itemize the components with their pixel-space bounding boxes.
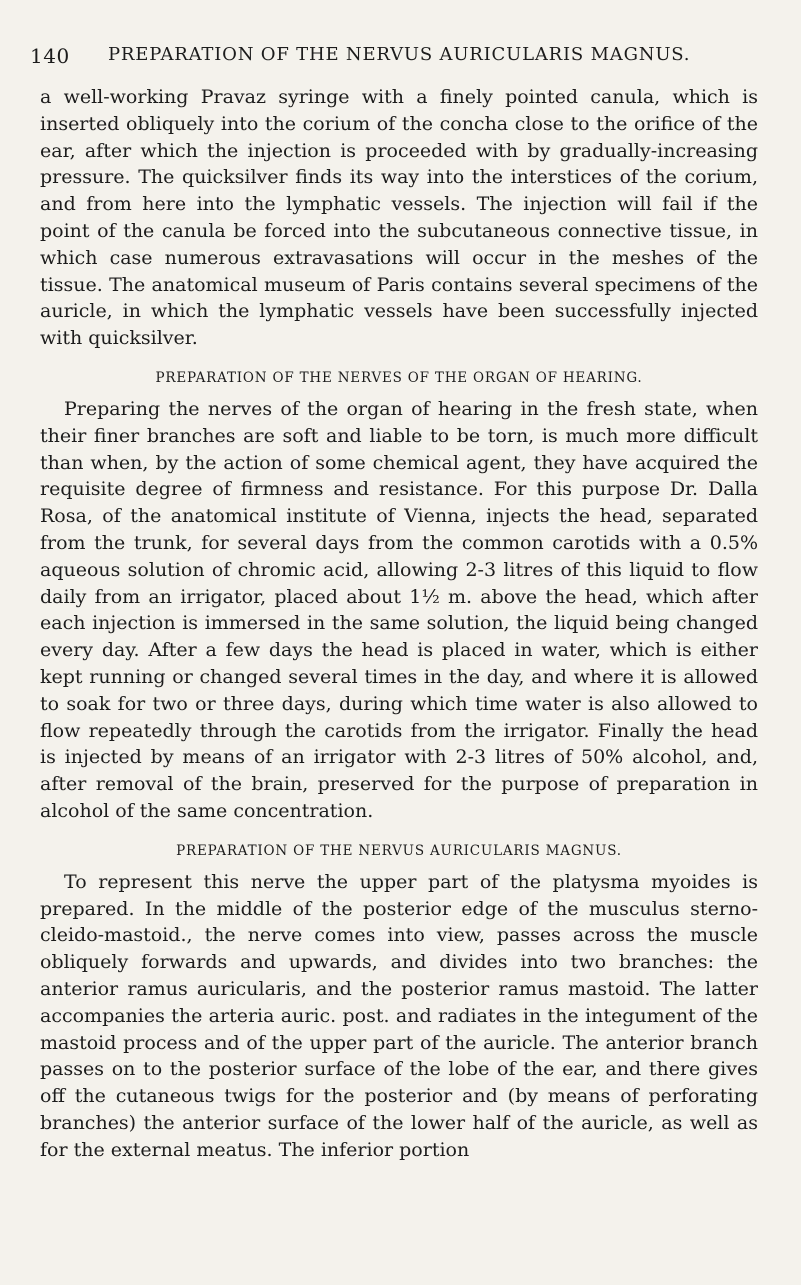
running-title: PREPARATION OF THE NERVUS AURICULARIS MAGNUS. — [108, 44, 691, 65]
paragraph-nervus-auricularis: To represent this nerve the upper part of the platysma myoides is prepared. In the middle of the posterior edge of the musculus sterno-cleido-mastoid., the nerve comes into view, passes across the muscle obliquely forwards and upwards, and divides into two branches: the anterior ramus auricularis, and the posterior ramus mastoid. The latter accompanies the arteria auric. post. and radiates in the integument of the mastoid process and of the upper part of the auricle. The anterior branch passes on to the posterior surface of the lobe of the ear, and there gives off the cutaneous twigs for the posterior and (by means of perforating branches) the anterior surface of the lower half of the auricle, as well as for the external meatus. The inferior portion — [40, 870, 758, 1161]
section-heading-organ-of-hearing: PREPARATION OF THE NERVES OF THE ORGAN OF HEARING. — [155, 369, 643, 386]
section-heading-nervus-auricularis: PREPARATION OF THE NERVUS AURICULARIS MAGNUS. — [176, 842, 622, 859]
page-number: 140 — [30, 44, 70, 68]
paragraph-nerves-hearing: Preparing the nerves of the organ of hearing in the fresh state, when their finer branches are soft and liable to be torn, is much more difficult than when, by the action of some chemical agent, they have acquired the requisite degree of firmness and resistance. For this purpose Dr. Dalla Rosa, of the anatomical institute of Vienna, injects the head, separated from the trunk, for several days from the common carotids with a 0.5% aqueous solution of chromic acid, allowing 2-3 litres of this liquid to flow daily from an irrigator, placed about 1½ m. above the head, which after each injection is immersed in the same solution, the liquid being changed every day. After a few days the head is placed in water, which is either kept running or changed several times in the day, and where it is allowed to soak for two or three days, during which time water is also allowed to flow repeatedly through the carotids from the irrigator. Finally the head is injected by means of an irrigator with 2-3 litres of 50% alcohol, and, after removal of the brain, preserved for the purpose of preparation in alcohol of the same concentration. — [40, 397, 758, 822]
paragraph-lymphatic-injection: a well-working Pravaz syringe with a finely pointed canula, which is inserted obliquely into the corium of the concha close to the orifice of the ear, after which the injection is proceeded with by gradually-increasing pressure. The quicksilver finds its way into the interstices of the corium, and from here into the lymphatic vessels. The injection will fail if the point of the canula be forced into the subcutaneous connective tissue, in which case numerous extravasations will occur in the meshes of the tissue. The anatomical museum of Paris contains several specimens of the auricle, in which the lymphatic vessels have been successfully injected with quicksilver. — [40, 86, 758, 350]
page-body — [40, 84, 758, 1163]
